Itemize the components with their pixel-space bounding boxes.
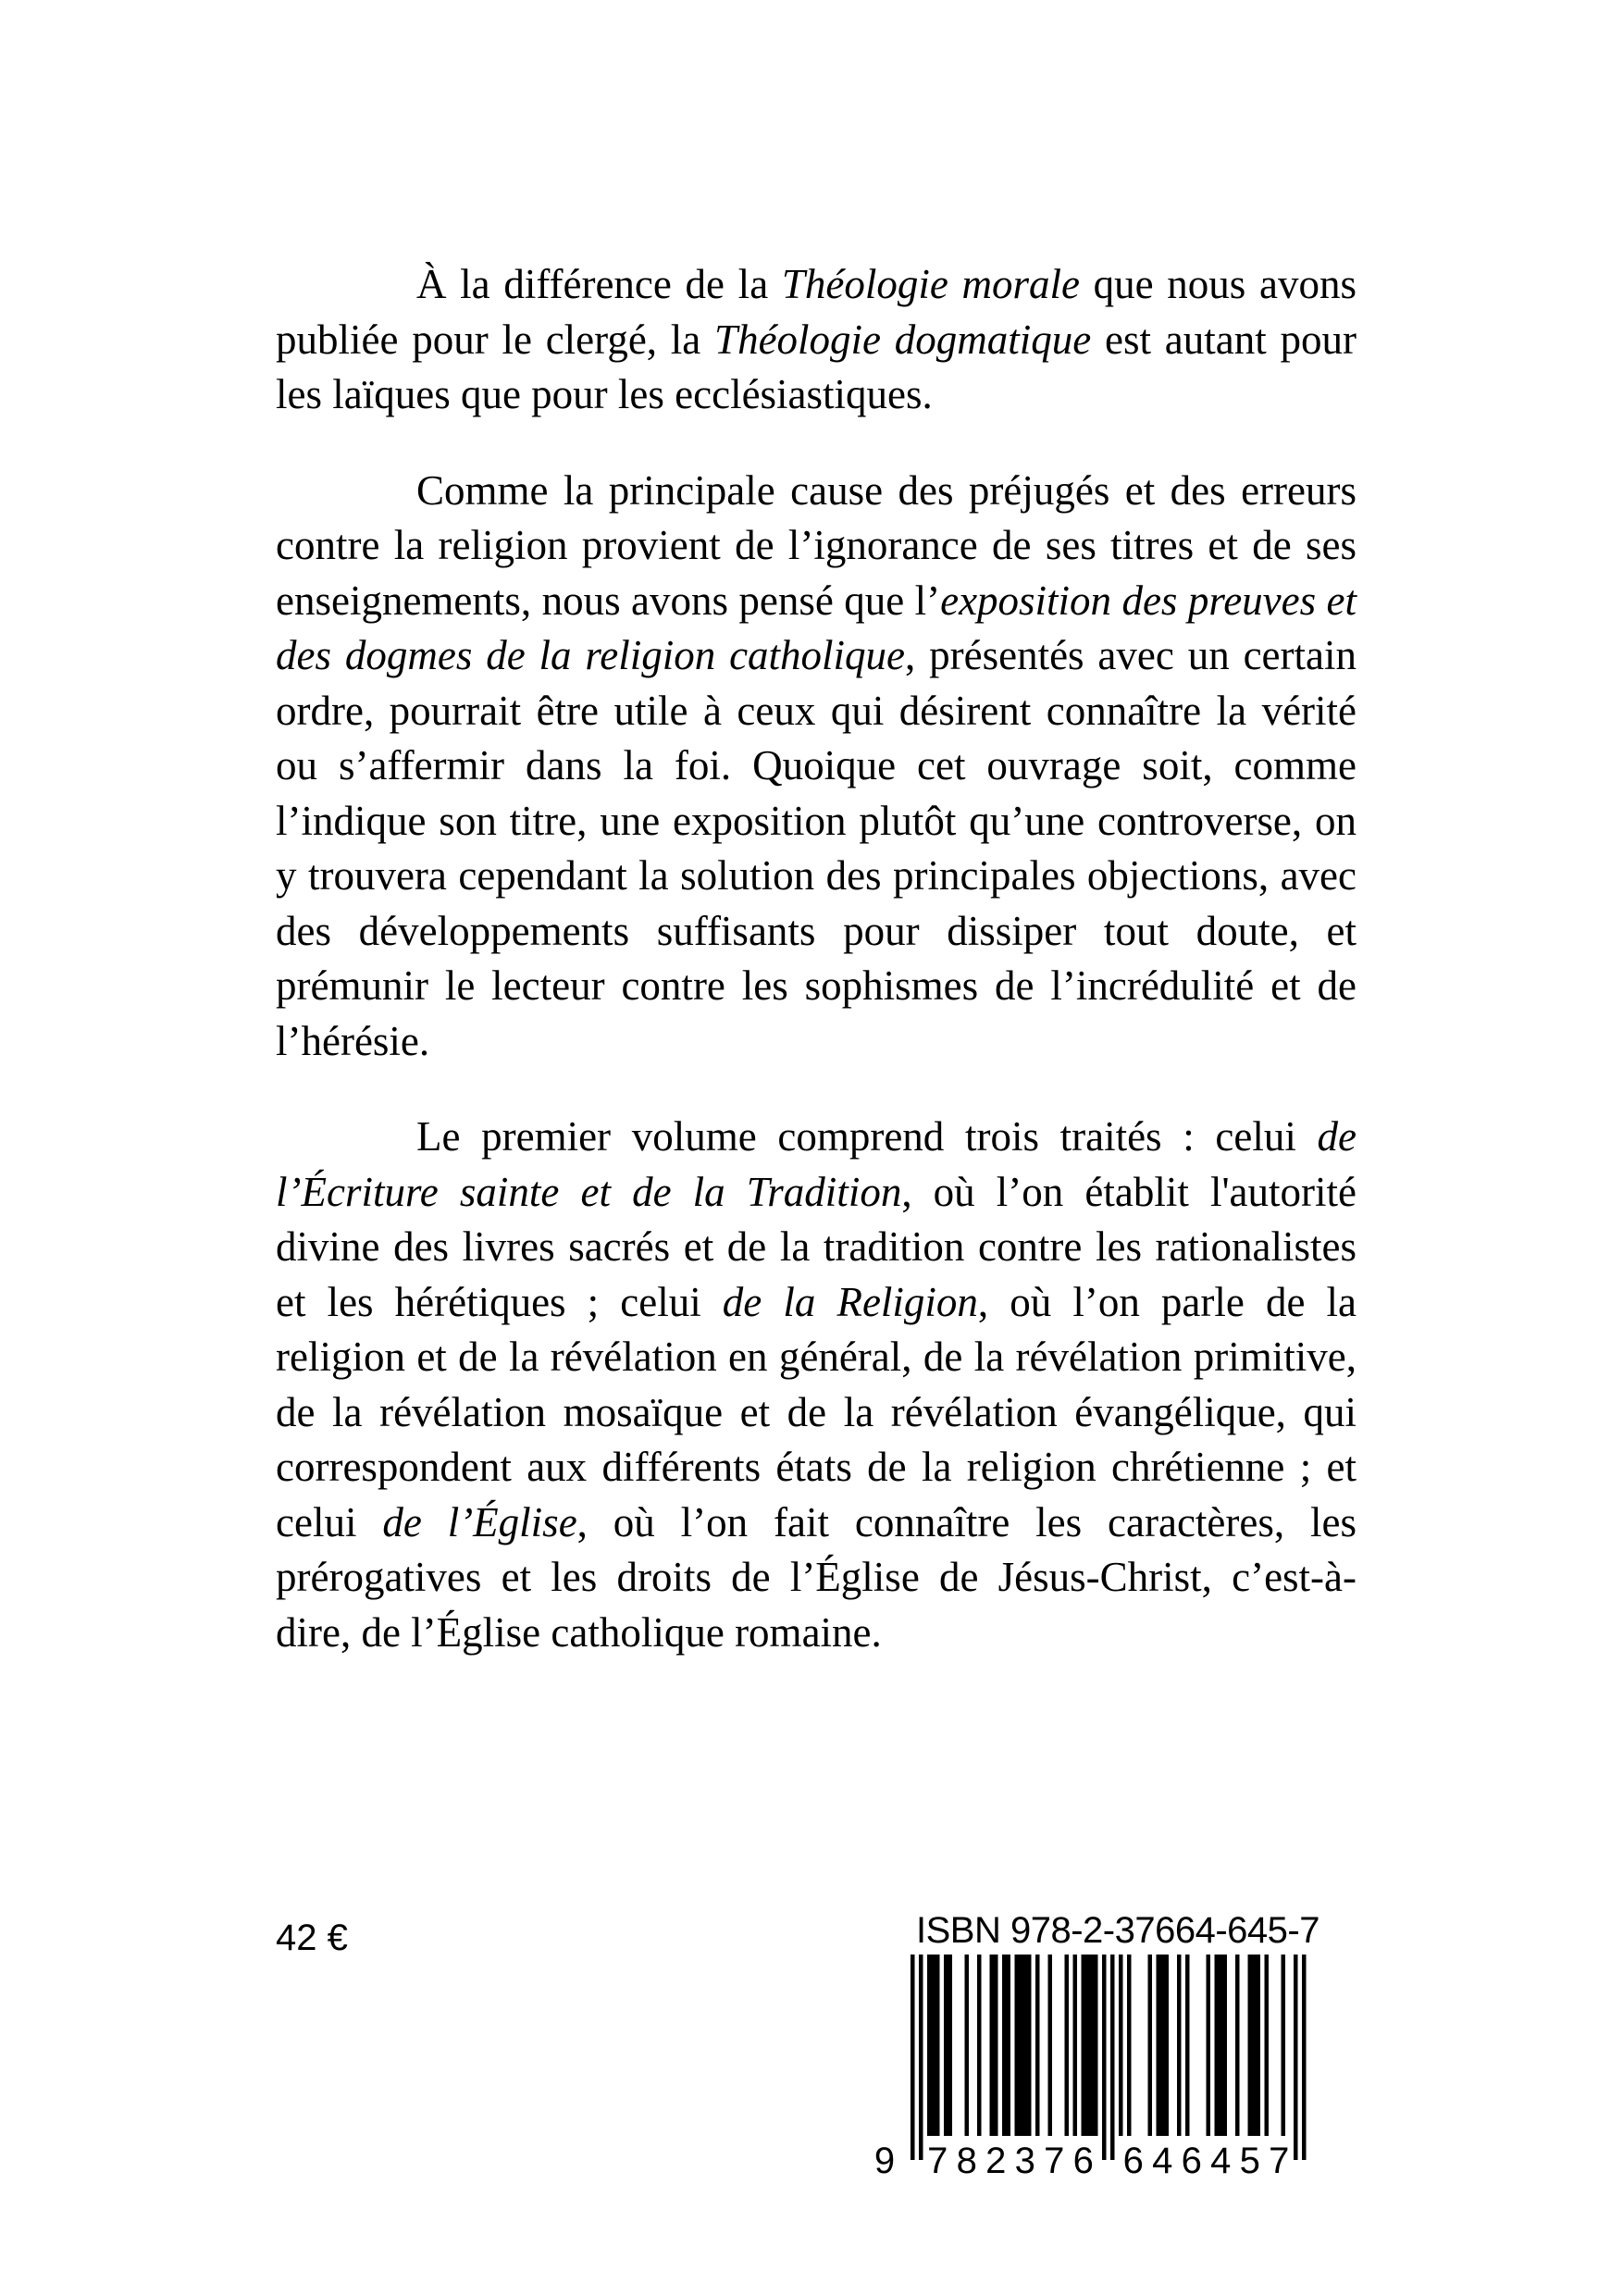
barcode-bar bbox=[1007, 1955, 1011, 2136]
barcode-digit: 8 bbox=[956, 2141, 977, 2181]
barcode-digit: 4 bbox=[1152, 2141, 1173, 2181]
barcode-guard-bar bbox=[1294, 1955, 1298, 2160]
barcode-bar bbox=[1219, 1955, 1223, 2136]
paragraph bbox=[276, 1110, 1357, 1660]
barcode-bar bbox=[1257, 1955, 1261, 2136]
barcode-digit: 4 bbox=[1210, 2141, 1232, 2181]
barcode-bar bbox=[1252, 1955, 1257, 2136]
barcode-bar bbox=[1085, 1955, 1090, 2136]
barcode-bars bbox=[911, 1955, 1307, 2160]
barcode-bar bbox=[1127, 1955, 1132, 2136]
italic-run: Théologie morale bbox=[781, 261, 1080, 307]
barcode-bar bbox=[1282, 1955, 1286, 2136]
barcode-digit: 5 bbox=[1239, 2141, 1260, 2181]
barcode-bar bbox=[965, 1955, 970, 2136]
barcode-digit: 7 bbox=[1269, 2141, 1290, 2181]
italic-run: de l’Écriture sainte et de la Tradition bbox=[276, 1113, 1357, 1215]
barcode-right-digits bbox=[1123, 2141, 1290, 2181]
barcode-bar bbox=[1090, 1955, 1095, 2136]
back-cover-text bbox=[276, 257, 1357, 1660]
barcode-bar bbox=[1157, 1955, 1161, 2136]
barcode-bar bbox=[1019, 1955, 1023, 2136]
barcode-lead-digit: 9 bbox=[873, 2141, 896, 2181]
italic-run: Théologie dogmatique bbox=[714, 316, 1092, 363]
italic-run: de la Religion bbox=[722, 1278, 978, 1325]
text-run: est autant pour les laïques que pour les ecclésiastiques. bbox=[276, 316, 1357, 417]
barcode-bar bbox=[1023, 1955, 1028, 2136]
barcode-digit: 6 bbox=[1181, 2141, 1202, 2181]
barcode-digit: 7 bbox=[1044, 2141, 1065, 2181]
barcode-bar bbox=[932, 1955, 936, 2136]
barcode-bar bbox=[944, 1955, 948, 2136]
italic-run: exposition des preuves et des dogmes de la religion catholique bbox=[276, 577, 1357, 678]
barcode-digit: 2 bbox=[985, 2141, 1007, 2181]
paragraph bbox=[276, 257, 1357, 423]
barcode-bar bbox=[994, 1955, 998, 2136]
barcode-digit: 6 bbox=[1122, 2141, 1144, 2181]
barcode-bar bbox=[1207, 1955, 1211, 2136]
barcode-bar bbox=[1119, 1955, 1123, 2136]
barcode-guard-bar bbox=[1102, 1955, 1107, 2160]
isbn-label: ISBN 978-2-37664-645-7 bbox=[916, 1910, 1319, 1951]
text-run: , où l’on fait connaître les caractères, les prérogatives et les droits de l’Église de Jésus-Christ, c’est-à-dire, de l’Église catholique romaine. bbox=[276, 1498, 1357, 1656]
barcode-bar bbox=[927, 1955, 932, 2136]
barcode-bar bbox=[1035, 1955, 1040, 2136]
barcode-bar bbox=[948, 1955, 953, 2136]
barcode-bar bbox=[1223, 1955, 1228, 2136]
barcode-bar bbox=[1148, 1955, 1153, 2136]
text-run: , où l’on établit l'autorité divine des livres sacrés et de la tradition contre les rationalistes et les hérétiques ; celui bbox=[276, 1168, 1357, 1325]
barcode-graphic bbox=[861, 1955, 1360, 2184]
barcode-guard-bar bbox=[919, 1955, 923, 2160]
barcode-bar bbox=[1048, 1955, 1053, 2136]
text-run: , présentés avec un certain ordre, pourrait être utile à ceux qui désirent connaître la vérité ou s’affermir dans la foi. Quoique cet ouvrage soit, comme l’indique son titre, une exposition plutôt qu’une controverse, on y trouvera cependant la solution des principales objections, avec des développements suffisants pour dissiper tout doute, et prémunir le lecteur contre les sophismes de l’incrédulité et de l’hérésie. bbox=[276, 632, 1357, 1064]
barcode-bar bbox=[1065, 1955, 1070, 2136]
barcode-guard-bar bbox=[1302, 1955, 1307, 2160]
text-run: , où l’on parle de la religion et de la révélation en général, de la révélation primitive, de la révélation mosaïque et de la révélation évangélique, qui correspondent aux différents états de la religion chrétienne ; et celui bbox=[276, 1278, 1357, 1545]
barcode-bar bbox=[1094, 1955, 1098, 2136]
barcode-bar bbox=[1185, 1955, 1190, 2136]
barcode-bar bbox=[1160, 1955, 1165, 2136]
italic-run: de l’Église bbox=[382, 1498, 577, 1545]
barcode-bar bbox=[1265, 1955, 1270, 2136]
barcode-left-digits bbox=[927, 2141, 1094, 2181]
paragraph bbox=[276, 464, 1357, 1070]
barcode-bar bbox=[935, 1955, 940, 2136]
text-run: Comme la principale cause des préjugés et des erreurs contre la religion provient de l’ignorance de ses titres et de ses enseignements, nous avons pensé que l’ bbox=[276, 466, 1357, 624]
barcode-bar bbox=[1027, 1955, 1032, 2136]
text-run: À la différence de la bbox=[416, 261, 782, 307]
barcode-bar bbox=[1015, 1955, 1020, 2136]
barcode-bar bbox=[990, 1955, 995, 2136]
text-run: Le premier volume comprend trois traités : celui bbox=[416, 1113, 1318, 1160]
barcode-guard-bar bbox=[911, 1955, 915, 2160]
barcode-bar bbox=[1002, 1955, 1007, 2136]
barcode-guard-bar bbox=[1110, 1955, 1115, 2160]
barcode-bar bbox=[1215, 1955, 1220, 2136]
barcode-bar bbox=[1082, 1955, 1086, 2136]
barcode-bar bbox=[1177, 1955, 1182, 2136]
barcode-digit: 3 bbox=[1014, 2141, 1035, 2181]
barcode-digit: 6 bbox=[1072, 2141, 1094, 2181]
barcode-bar bbox=[1235, 1955, 1240, 2136]
text-run: que nous avons publiée pour le clergé, la bbox=[276, 261, 1357, 363]
barcode-bar bbox=[1248, 1955, 1253, 2136]
barcode-bar bbox=[1073, 1955, 1078, 2136]
price-label: 42 € bbox=[276, 1917, 348, 1958]
barcode-bar bbox=[977, 1955, 982, 2136]
isbn-barcode bbox=[861, 1910, 1360, 2184]
barcode-digit: 7 bbox=[927, 2141, 948, 2181]
barcode-bar bbox=[1165, 1955, 1170, 2136]
